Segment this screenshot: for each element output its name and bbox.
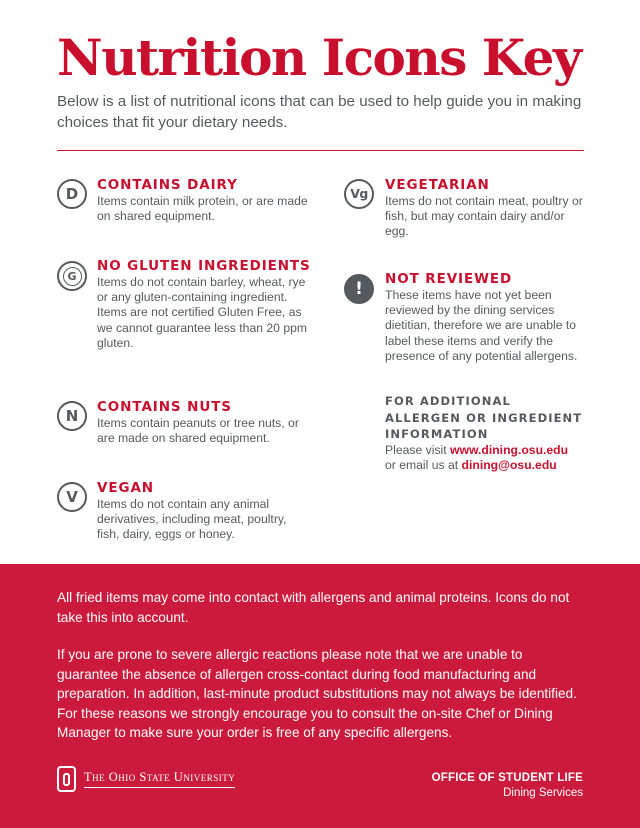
allergy-disclaimer: If you are prone to severe allergic reactions please note that we are unable to guarantee the absence of allergen cross-contact during food manufacturing and preparation. In addition, last-minute product substitutions may not always be identified. For these reasons we strongly encourage you to consult the on-site Chef or Dining Manager to make sure your order is free of any specific allergens. [57, 647, 577, 740]
email-link[interactable]: dining@osu.edu [461, 458, 557, 472]
item-heading: VEGETARIAN [385, 177, 490, 193]
vegan-v-icon: V [57, 482, 87, 512]
item-description: These items have not yet been reviewed by the dining services dietitian, therefore we are unable to label these items and verify the presence of any potential allergens. [385, 288, 578, 363]
header-divider [57, 150, 584, 151]
additional-info-block [385, 393, 590, 474]
intro-text: Below is a list of nutritional icons that can be used to help guide you in making choices that fit your dietary needs. [57, 93, 582, 131]
office-name: OFFICE OF STUDENT LIFE [431, 772, 583, 784]
vegetarian-vg-icon: Vg [344, 179, 374, 209]
osu-logo [57, 766, 235, 792]
university-name: The Ohio State University [84, 770, 235, 788]
item-heading: NOT REVIEWED [385, 271, 513, 287]
no-gluten-g-icon [57, 261, 87, 291]
item-heading: CONTAINS DAIRY [97, 177, 238, 193]
page-title: Nutrition Icons Key [57, 28, 581, 87]
item-contains-nuts [97, 399, 312, 446]
item-no-gluten [97, 258, 312, 351]
item-contains-dairy [97, 177, 312, 224]
website-link[interactable]: www.dining.osu.edu [450, 442, 569, 457]
item-not-reviewed [385, 271, 590, 364]
gluten-g-glyph: G [63, 267, 82, 286]
item-description: Items contain peanuts or tree nuts, or are made on shared equipment. [97, 416, 299, 446]
item-description: Items contain milk protein, or are made on shared equipment. [97, 194, 308, 224]
fried-items-notice: All fried items may come into contact with allergens and animal proteins. Icons do not take this into account. [57, 590, 570, 625]
additional-info-text [385, 443, 590, 474]
email-prefix: or email us at [385, 458, 462, 472]
visit-prefix: Please visit [385, 442, 451, 457]
nuts-n-icon: N [57, 401, 87, 431]
additional-info-heading: FOR ADDITIONAL ALLERGEN OR INGREDIENT INFORMATION [385, 394, 583, 441]
block-o-icon [57, 766, 76, 792]
office-signature [432, 771, 583, 801]
item-heading: CONTAINS NUTS [97, 399, 232, 415]
item-description: Items do not contain barley, wheat, rye or any gluten-containing ingredient. Items are not certified Gluten Free, as we cannot guarantee less than 20 ppm gluten. [97, 275, 308, 350]
not-reviewed-exclamation-icon: ! [344, 274, 374, 304]
item-description: Items do not contain any animal derivatives, including meat, poultry, fish, dairy, eggs or honey. [97, 497, 287, 542]
item-vegetarian [385, 177, 590, 240]
department-name: Dining Services [503, 787, 583, 799]
item-vegan [97, 480, 312, 543]
dairy-d-icon: D [57, 179, 87, 209]
item-heading: NO GLUTEN INGREDIENTS [97, 258, 311, 274]
item-description: Items do not contain meat, poultry or fish, but may contain dairy and/or egg. [385, 194, 583, 239]
item-heading: VEGAN [97, 480, 154, 496]
